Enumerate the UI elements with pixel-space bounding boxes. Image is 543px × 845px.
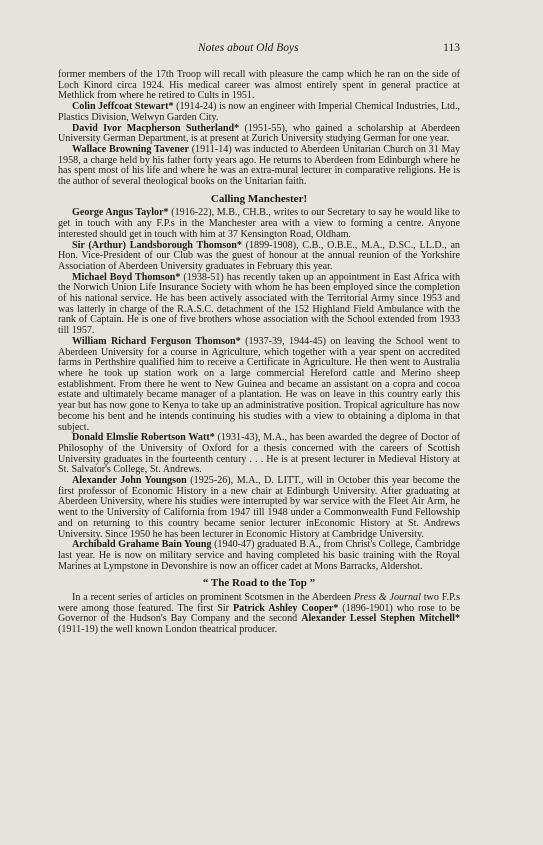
paragraph — [58, 337, 460, 433]
paragraph — [58, 124, 460, 145]
paragraph-text: two F.P.s were among those featured. The first Sir — [58, 592, 460, 614]
paragraph — [58, 540, 460, 572]
paragraph-text: (1916-22), M.B., CH.B., writes to our Secretary to say he would like to get in touch with any F.P.s in the Manchester area with a view to forming a centre. Anyone interested should get in touch with him at 37 Kensington Road, Oldham. — [58, 207, 460, 240]
person-name: Donald Elmslie Robertson Watt* — [72, 432, 215, 444]
section-heading: Calling Manchester! — [210, 192, 308, 205]
paragraph — [58, 241, 460, 273]
running-title: Notes about Old Boys — [198, 42, 299, 54]
section-heading: “ The Road to the Top ” — [202, 577, 316, 590]
paragraph-text: (1896-1901) who rose to be Governor of the Hudson's Bay Company and the second — [58, 602, 461, 625]
paragraph-text: (1911-14) was inducted to Aberdeen Unitarian Church on 31 May 1958, a charge held by his father forty years ago. He returns to Aberdeen from Edinburgh where he has spent most of his life and where he was an extra-mural lecturer in comparative religions. He is the author of several theological books on the Unitarian faith. — [58, 143, 460, 188]
person-name: Sir (Arthur) Landsborough Thomson* — [72, 239, 242, 251]
person-name: George Angus Taylor* — [72, 207, 169, 219]
paragraph — [58, 208, 460, 240]
paragraph-text: (1925-26), M.A., D. LITT., will in October this year become the first professor of Economic History in a new chair at Edinburgh University. After graduating at Aberdeen University, where his studies were interrupted by war service with the Fleet Air Arm, he went to the University of California from 1947 till 1948 under a Commonwealth Fund Fellowship and on returning to this country became senior lecturer inEconomic History at St. Andrews University. Since 1950 he has been lecturer in Economic History at Cambridge University. — [58, 475, 460, 540]
person-name: Archibald Grahame Bain Young — [72, 539, 212, 551]
paragraph — [58, 70, 460, 102]
paragraph-text: former members of the 17th Troop will recall with pleasure the camp which he ran on the side of Loch Kinord circa 1924. His medical career was almost entirely spent in general practice at Methlick from where he retired to Cults in 1951. — [58, 69, 460, 102]
person-name: Colin Jeffcoat Stewart* — [72, 101, 174, 113]
paragraph — [58, 593, 460, 636]
person-name: Wallace Browning Tavener — [72, 143, 189, 155]
paragraph-text: (1931-43), M.A., has been awarded the degree of Doctor of Philosophy of the University of Oxford for a thesis concerned with the careers of Scottish University graduates in the fourteenth century . . . He is at present lecturer in Medieval History at St. Salvator's College, St. Andrews. — [58, 432, 460, 476]
paragraph — [58, 476, 460, 540]
paragraph-text: In a recent series of articles on prominent Scotsmen in the Aberdeen — [72, 592, 354, 604]
paragraph-text: (1938-51) has recently taken up an appointment in East Africa with the Norwich Union Life Insurance Society with whom he has been employed since the completion of his national service. He has been actively associated with the Territorial Army since 1953 and was latterly in charge of the R.A.S.C. detachment of the 152 Highland Field Ambulance with the rank of Captain. He is one of five brothers whose association with the School extended from 1933 till 1957. — [58, 271, 460, 337]
paragraph-text: (1937-39, 1944-45) on leaving the School went to Aberdeen University for a course in Agriculture, which together with a year spent on accredited farms in Perthshire qualified him to receive a Certificate in Agriculture. He then went to Australia where he took up station work on a large commercial Hereford cattle and Merino sheep establishment. From there he went to New Guinea and became an assistant on a copra and cocoa estate and ultimately became manager of a plantation. He was on leave in this country early this year but has now gone to Kenya to take up an administrative position. Tropical agriculture has now become his bent and he intends continuing his studies with a view to obtaining a diploma in that subject. — [58, 335, 460, 433]
paragraph — [58, 273, 460, 337]
person-name: Michael Boyd Thomson* — [72, 271, 181, 283]
paragraph-text: (1951-55), who gained a scholarship at Aberdeen University German Department, is at present at Zurich University studying German for one year. — [58, 122, 460, 145]
person-name: Patrick Ashley Cooper* — [232, 602, 339, 614]
paragraph — [58, 102, 460, 123]
person-name: Alexander John Youngson — [72, 475, 187, 487]
newspaper-title: Press & Journal — [353, 592, 421, 604]
paragraph-text: (1940-47) graduated B.A., from Christ's College, Cambridge last year. He is now on military service and having completed his basic training with the Royal Marines at Lympstone in Devonshire is now an officer cadet at Mons Barracks, Aldershot. — [58, 539, 461, 572]
paragraph-text: (1911-19) the well known London theatrical producer. — [58, 624, 278, 636]
paragraph-text: (1914-24) is now an engineer with Imperial Chemical Industries, Ltd., Plastics Division, Welwyn Garden City. — [58, 101, 460, 123]
person-name: William Richard Ferguson Thomson* — [72, 335, 241, 347]
page-body — [58, 70, 460, 636]
person-name: David Ivor Macpherson Sutherland* — [72, 122, 240, 134]
paragraph-text: (1899-1908), C.B., O.B.E., M.A., D.SC., LL.D., an Hon. Vice-President of our Club was the guest of honour at the annual reunion of the Yorkshire Association of Aberdeen University graduates in February this year. — [58, 239, 460, 272]
person-name: Alexander Lessel Stephen Mitchell* — [301, 613, 460, 625]
page-number: 113 — [443, 42, 460, 54]
paragraph — [58, 433, 460, 476]
paragraph — [58, 145, 460, 188]
